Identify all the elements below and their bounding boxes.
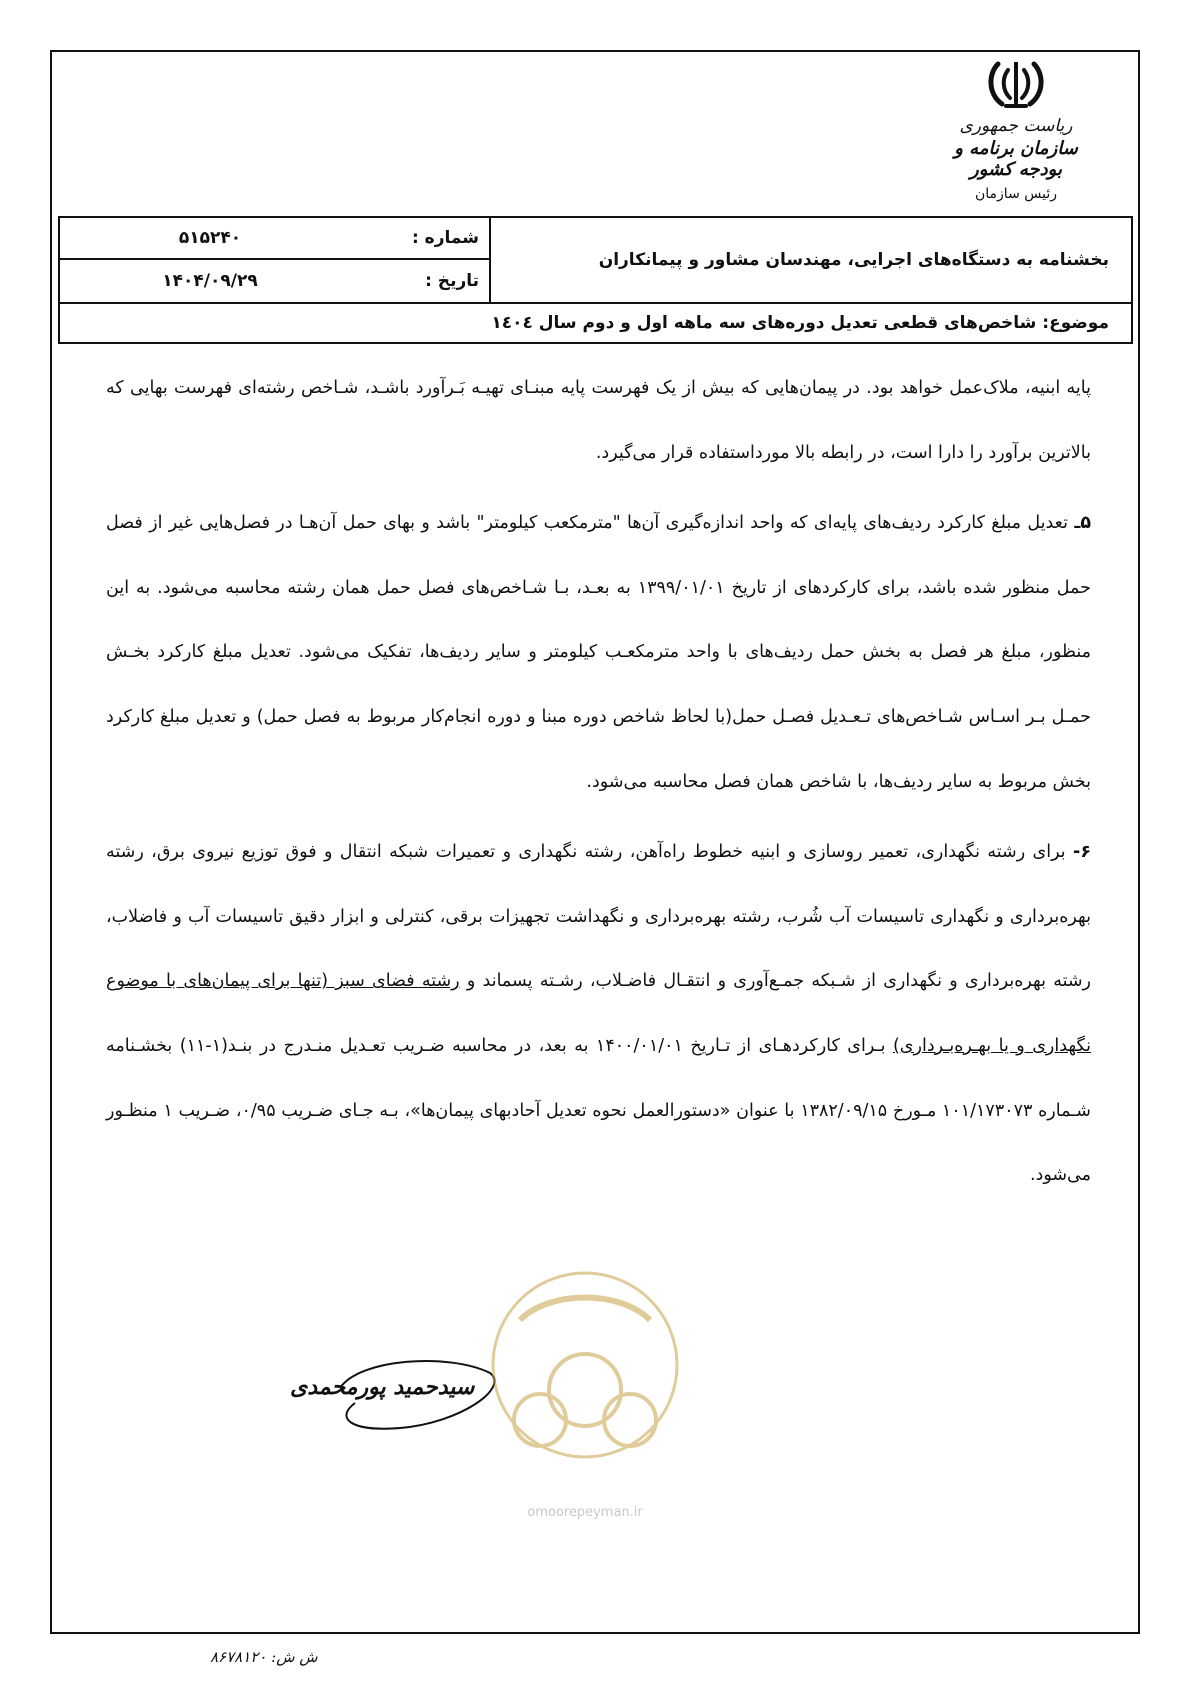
number-value: ۵۱۵۲۴۰ xyxy=(178,228,242,248)
paragraph-6 xyxy=(106,820,1091,1208)
clause-underlined: رشته فضای سبز (تنها برای پیمان‌های با موضوع نگهداری و یا بهـره‌بـرداری) xyxy=(106,971,1091,1056)
clause-number: ۶- xyxy=(1073,842,1091,863)
watermark-stamp xyxy=(480,1250,690,1520)
clause-number: ۵ـ xyxy=(1074,513,1091,534)
signatory-name: سیدحمید پورمحمدی xyxy=(290,1374,475,1400)
clause-text: برای رشته نگهداری، تعمیر روسازی و ابنیه خطوط راه‌آهن، رشته نگهداری و تعمیرات شبکه انتقال و فوق توزیع نیروی برق، رشته بهره‌برداری و نگهداری تاسیسات آب شُرب، رشته بهره‌برداری و نگهداشت تجهیزات برقی، کنترلی و ابزار دقیق تاسیسات آب و فاضلاب، رشته بهره‌برداری و نگهداری از شـبکه جمـع‌آوری و انتقـال فاضـلاب، رشـته پسماند و xyxy=(106,842,1091,992)
clause-text: تعدیل مبلغ کارکرد ردیف‌های پایه‌ای که واحد اندازه‌گیری آن‌ها "مترمکعب کیلومتر" باشد و بهای حمل آن‌هـا در فصل‌هایی غیر از فصل حمل منظور شده باشد، برای کارکردهای از تاریخ ۱۳۹۹/۰۱/۰۱ به بعـد، بـا شـاخص‌های فصل حمل همان رشته محاسبه می‌شود. به این منظور، مبلغ هر فصل به بخش حمل ردیف‌های با واحد مترمکعـب کیلومتر و سایر ردیف‌ها، تفکیک می‌شود. تعدیل مبلغ کارکرد بخـش حمـل بـر اسـاس شـاخص‌های تـعـدیل فصـل حمل(با لحاظ شاخص دوره مبنا و دوره انجام‌کار مربوط به فصل حمل) و تعدیل مبلغ کارکرد بخش مربوط به سایر ردیف‌ها، با شاخص همان فصل محاسبه می‌شود. xyxy=(106,513,1091,792)
date-row xyxy=(60,260,491,302)
subject: موضوع: شاخص‌های قطعی تعدیل دوره‌های سه ماهه اول و دوم سال ١٤٠٤ xyxy=(60,302,1131,342)
letter-body xyxy=(106,356,1091,1208)
stamp-logo xyxy=(480,1250,690,1490)
date-value: ۱۴۰۴/۰۹/۲۹ xyxy=(162,271,258,291)
stamp-website: omoorepeyman.ir xyxy=(527,1505,643,1520)
letterhead xyxy=(941,58,1091,202)
clause-text: بـرای کارکردهـای از تـاریخ ۱۴۰۰/۰۱/۰۱ به بعد، در محاسبه ضـریب تعـدیل منـدرج در بنـد(۱-۱۱) بخشـنامه شـماره ۱۰۱/۱۷۳۰۷۳ مـورخ ۱۳۸۲/۰۹/۱۵ با عنوان «دستورالعمل نحوه تعدیل آحادبهای پیمان‌ها»، بـه جـای ضـریب ۰/۹۵، ضـریب ۱ منظـور می‌شود. xyxy=(106,1035,1091,1186)
paragraph-1: پایه ابنیه، ملاک‌عمل خواهد بود. در پیمان‌هایی که بیش از یک فهرست پایه مبنـای تهیـه بَـرآورد باشـد، شـاخص رشته‌ای فهرست بهایی که بالاترین برآورد را دارا است، در رابطه بالا مورداستفاده قرار می‌گیرد. xyxy=(106,378,1091,463)
date-label: تاریخ : xyxy=(425,271,479,291)
recipients: بخشنامه به دستگاه‌های اجرایی، مهندسان مشاور و پیمانکاران xyxy=(489,218,1131,302)
emblem-icon xyxy=(984,58,1048,114)
document-code: ش ش: ۸۶۷۸۱۲۰ xyxy=(210,1648,318,1666)
org-presidency: ریاست جمهوری xyxy=(959,116,1073,136)
letter-header-table xyxy=(58,216,1133,344)
org-name: سازمان برنامه و بودجه کشور xyxy=(954,138,1078,180)
paragraph-5 xyxy=(106,491,1091,814)
number-label: شماره : xyxy=(411,228,479,248)
org-head-title: رئیس سازمان xyxy=(975,186,1057,202)
number-row xyxy=(60,218,491,260)
